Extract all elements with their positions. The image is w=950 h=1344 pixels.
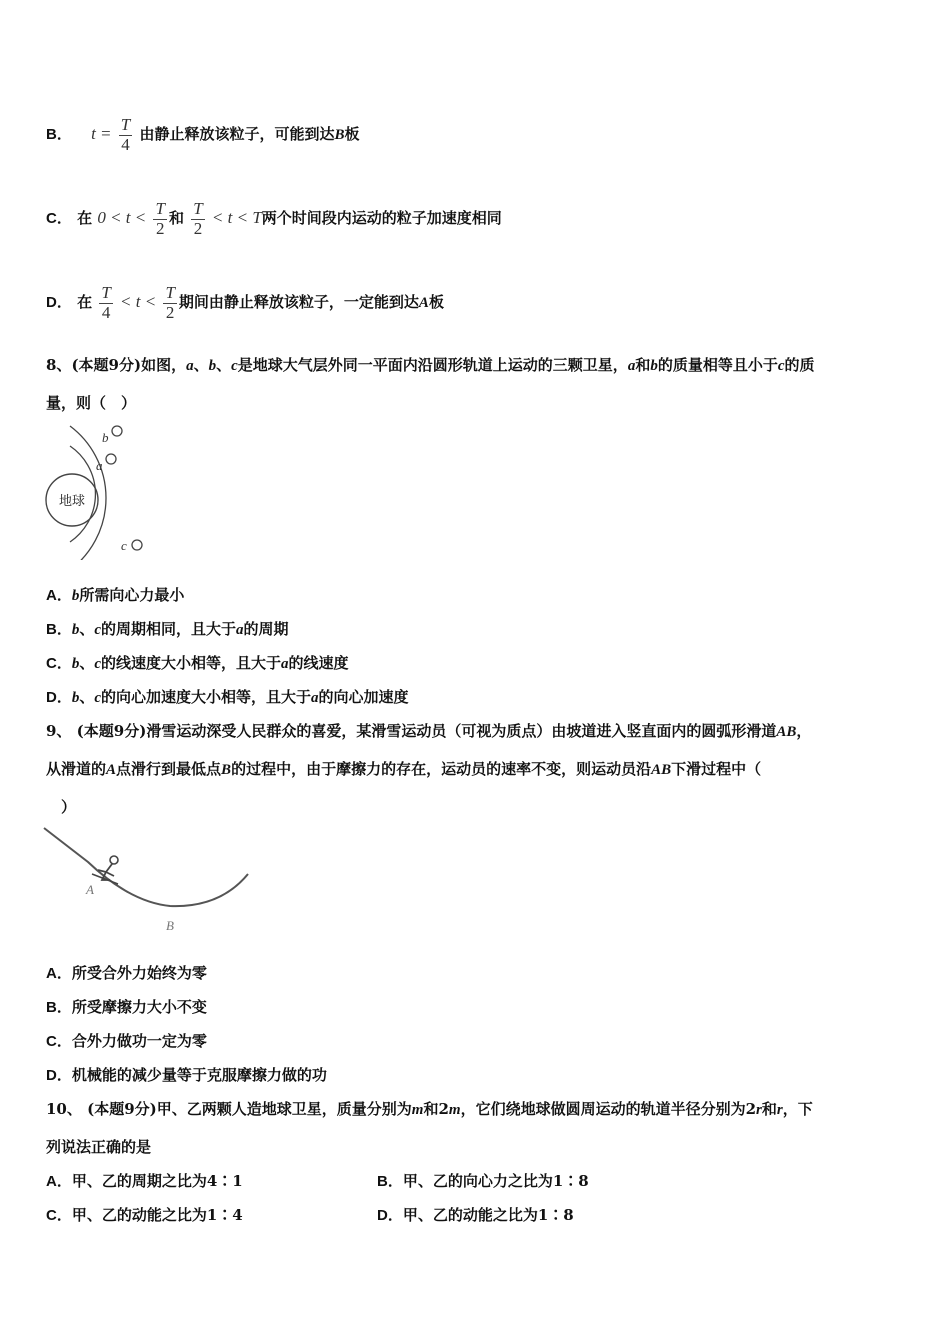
option-letter: D． — [377, 1207, 403, 1224]
var-a: a — [311, 690, 319, 706]
q9-stem-line-1 — [46, 720, 811, 741]
var-b: b — [71, 656, 80, 672]
option-letter: C． — [46, 1207, 72, 1224]
var-r: r — [776, 1102, 783, 1118]
option-text: 甲、乙的向心力之比为1∶8 — [402, 1172, 589, 1190]
var-r: r — [756, 1102, 762, 1118]
q9-option-a — [46, 962, 207, 983]
fraction-t-over-4 — [119, 116, 132, 154]
q9-option-d — [46, 1064, 327, 1085]
var-ab: AB — [651, 762, 672, 778]
fraction-t-over-2 — [163, 284, 176, 322]
q8-stem-line-1 — [46, 354, 815, 375]
satellite-c — [132, 540, 142, 550]
var-ab: AB — [776, 724, 797, 740]
option-letter: B． — [46, 621, 72, 638]
option-text: 所受摩擦力大小不变 — [71, 998, 207, 1016]
coef-2: 2 — [438, 1100, 449, 1118]
stem-text: ，它们绕地球做圆周运动的轨道半径分别为 — [460, 1100, 746, 1118]
option-text: 甲、乙的动能之比为1∶8 — [402, 1206, 574, 1224]
label-a: a — [96, 458, 103, 473]
var-c: c — [94, 656, 102, 672]
stem-text: 的质 — [784, 356, 815, 374]
separator: 、 — [79, 620, 95, 638]
q8-option-d — [46, 686, 409, 707]
fraction-denominator: 2 — [155, 218, 165, 238]
q9-option-c — [46, 1030, 207, 1051]
option-letter: D． — [46, 1067, 72, 1084]
q8-stem-line-2: 量，则（ ） — [46, 394, 137, 412]
q8-option-b — [46, 618, 289, 639]
fraction-numerator: T — [120, 115, 131, 134]
fraction-t-over-2 — [191, 200, 204, 238]
q7-option-b — [46, 116, 360, 154]
var-c: c — [94, 622, 102, 638]
var-c: c — [777, 358, 785, 374]
option-text: 期间由静止释放该粒子，一定能到达 — [178, 293, 419, 312]
var-a: a — [186, 358, 194, 374]
option-text: 的线速度大小相等，且大于 — [101, 654, 282, 672]
question-score: (本题9分) — [87, 1100, 157, 1118]
stem-text: 是地球大气层外同一平面内沿圆形轨道上运动的三颗卫星， — [237, 356, 628, 374]
stem-text: 从滑道的 — [46, 760, 107, 778]
stem-text-end: ， — [796, 722, 812, 740]
option-letter: D． — [46, 689, 72, 706]
var-a: a — [281, 656, 289, 672]
option-text: 甲、乙的动能之比为1∶4 — [71, 1206, 243, 1224]
fraction-numerator: T — [101, 283, 111, 302]
separator: 、 — [79, 688, 95, 706]
satellite-b — [112, 426, 122, 436]
stem-text: 下滑过程中（ — [671, 760, 762, 778]
option-text-end: 板 — [428, 293, 444, 312]
question-number: 9、 — [46, 722, 72, 740]
orbit-bc — [70, 426, 106, 560]
stem-text: 滑雪运动深受人民群众的喜爱，某滑雪运动员（可视为质点）由坡道进入竖直面内的圆弧形滑道 — [146, 722, 777, 740]
option-text: 机械能的减少量等于克服摩擦力做的功 — [71, 1066, 327, 1084]
option-text-and: 和 — [168, 209, 184, 228]
var-c: c — [231, 358, 238, 374]
var-b: B — [221, 762, 232, 778]
q10-option-c — [46, 1204, 243, 1225]
option-letter: A． — [46, 587, 72, 604]
label-b: b — [102, 430, 109, 445]
stem-text: 和 — [423, 1100, 439, 1118]
fraction-denominator: 4 — [121, 134, 130, 154]
option-text: 所需向心力最小 — [79, 586, 185, 604]
math-range-2: < t < T — [211, 208, 262, 228]
option-letter: C． — [46, 655, 72, 672]
fraction-t-over-2 — [153, 200, 166, 238]
var-b: b — [650, 358, 658, 374]
label-a: A — [86, 882, 94, 897]
math-range-1: 0 < t < — [97, 208, 147, 228]
math-t-equals: t = — [91, 124, 112, 144]
option-text: 两个时间段内运动的粒子加速度相同 — [261, 209, 502, 228]
question-number: 8、 — [46, 356, 72, 374]
math-range: < t < — [120, 292, 157, 312]
q10-stem-line-1 — [46, 1098, 813, 1119]
q8-option-c — [46, 652, 349, 673]
q9-option-b — [46, 996, 207, 1017]
option-text: 合外力做功一定为零 — [71, 1032, 207, 1050]
option-text: 的向心加速度大小相等，且大于 — [101, 688, 312, 706]
option-text-end: 的线速度 — [288, 654, 349, 672]
option-text-end: 板 — [344, 125, 360, 144]
option-letter: D． — [46, 294, 72, 312]
label-b: B — [166, 918, 174, 933]
separator: 、 — [216, 356, 232, 374]
stem-text: 的过程中，由于摩擦力的存在，运动员的速率不变，则运动员沿 — [231, 760, 652, 778]
var-b: B — [334, 127, 345, 144]
var-m: m — [448, 1102, 461, 1118]
stem-text: 如图， — [141, 356, 187, 374]
option-letter: A． — [46, 965, 72, 982]
option-text-pre: 在 — [77, 293, 93, 312]
var-c: c — [94, 690, 102, 706]
fraction-numerator: T — [193, 199, 203, 218]
var-a: a — [627, 358, 636, 374]
question-number: 10、 — [46, 1100, 82, 1118]
option-text: 由静止释放该粒子，可能到达 — [139, 125, 335, 144]
fraction-denominator: 2 — [165, 302, 175, 322]
fraction-numerator: T — [165, 283, 175, 302]
option-letter: C． — [46, 210, 72, 228]
option-letter: A． — [46, 1173, 72, 1190]
var-b: b — [71, 588, 80, 604]
var-a: A — [106, 762, 117, 778]
var-a: A — [418, 295, 429, 312]
label-c: c — [121, 538, 127, 553]
var-b: b — [71, 622, 80, 638]
option-text: 所受合外力始终为零 — [71, 964, 207, 982]
q10-stem-line-2: 列说法正确的是 — [46, 1138, 152, 1156]
stem-text: 点滑行到最低点 — [116, 760, 222, 778]
option-letter: B． — [46, 999, 72, 1016]
option-text-end: 的周期 — [243, 620, 289, 638]
option-text-end: 的向心加速度 — [318, 688, 409, 706]
satellite-a — [106, 454, 116, 464]
coef-2: 2 — [745, 1100, 757, 1118]
question-score: (本题9分) — [71, 356, 142, 374]
q9-stem-line-2 — [46, 758, 761, 779]
q9-ski-figure — [40, 822, 260, 937]
earth-label: 地球 — [58, 494, 86, 509]
q9-stem-line-3: ） — [46, 798, 77, 816]
q10-option-a — [46, 1170, 243, 1191]
stem-text: 甲、乙两颗人造地球卫星，质量分别为 — [156, 1100, 412, 1118]
option-letter: B． — [377, 1173, 403, 1190]
fraction-denominator: 4 — [101, 302, 111, 322]
fraction-t-over-4 — [99, 284, 112, 322]
var-b: b — [208, 358, 217, 374]
var-b: b — [71, 690, 80, 706]
fraction-denominator: 2 — [193, 218, 203, 238]
stem-text: 和 — [635, 356, 651, 374]
option-letter: B． — [46, 126, 72, 144]
stem-text: 和 — [761, 1100, 777, 1118]
stem-text: ，下 — [782, 1100, 813, 1118]
var-m: m — [411, 1102, 424, 1118]
option-text-pre: 在 — [77, 209, 93, 228]
option-text: 的周期相同，且大于 — [101, 620, 237, 638]
q7-option-d — [46, 284, 444, 322]
q8-option-a — [46, 584, 184, 605]
option-text: 甲、乙的周期之比为4∶1 — [71, 1172, 243, 1190]
separator: 、 — [193, 356, 209, 374]
option-letter: C． — [46, 1033, 72, 1050]
ski-slope-arc — [44, 828, 248, 906]
q8-orbit-figure — [40, 420, 170, 560]
q10-option-d — [377, 1204, 574, 1225]
var-a: a — [236, 622, 244, 638]
q10-option-b — [377, 1170, 589, 1191]
stem-text: 的质量相等且小于 — [657, 356, 778, 374]
fraction-numerator: T — [155, 199, 165, 218]
question-score: (本题9分) — [76, 722, 147, 740]
q7-option-c — [46, 200, 502, 238]
separator: 、 — [79, 654, 95, 672]
